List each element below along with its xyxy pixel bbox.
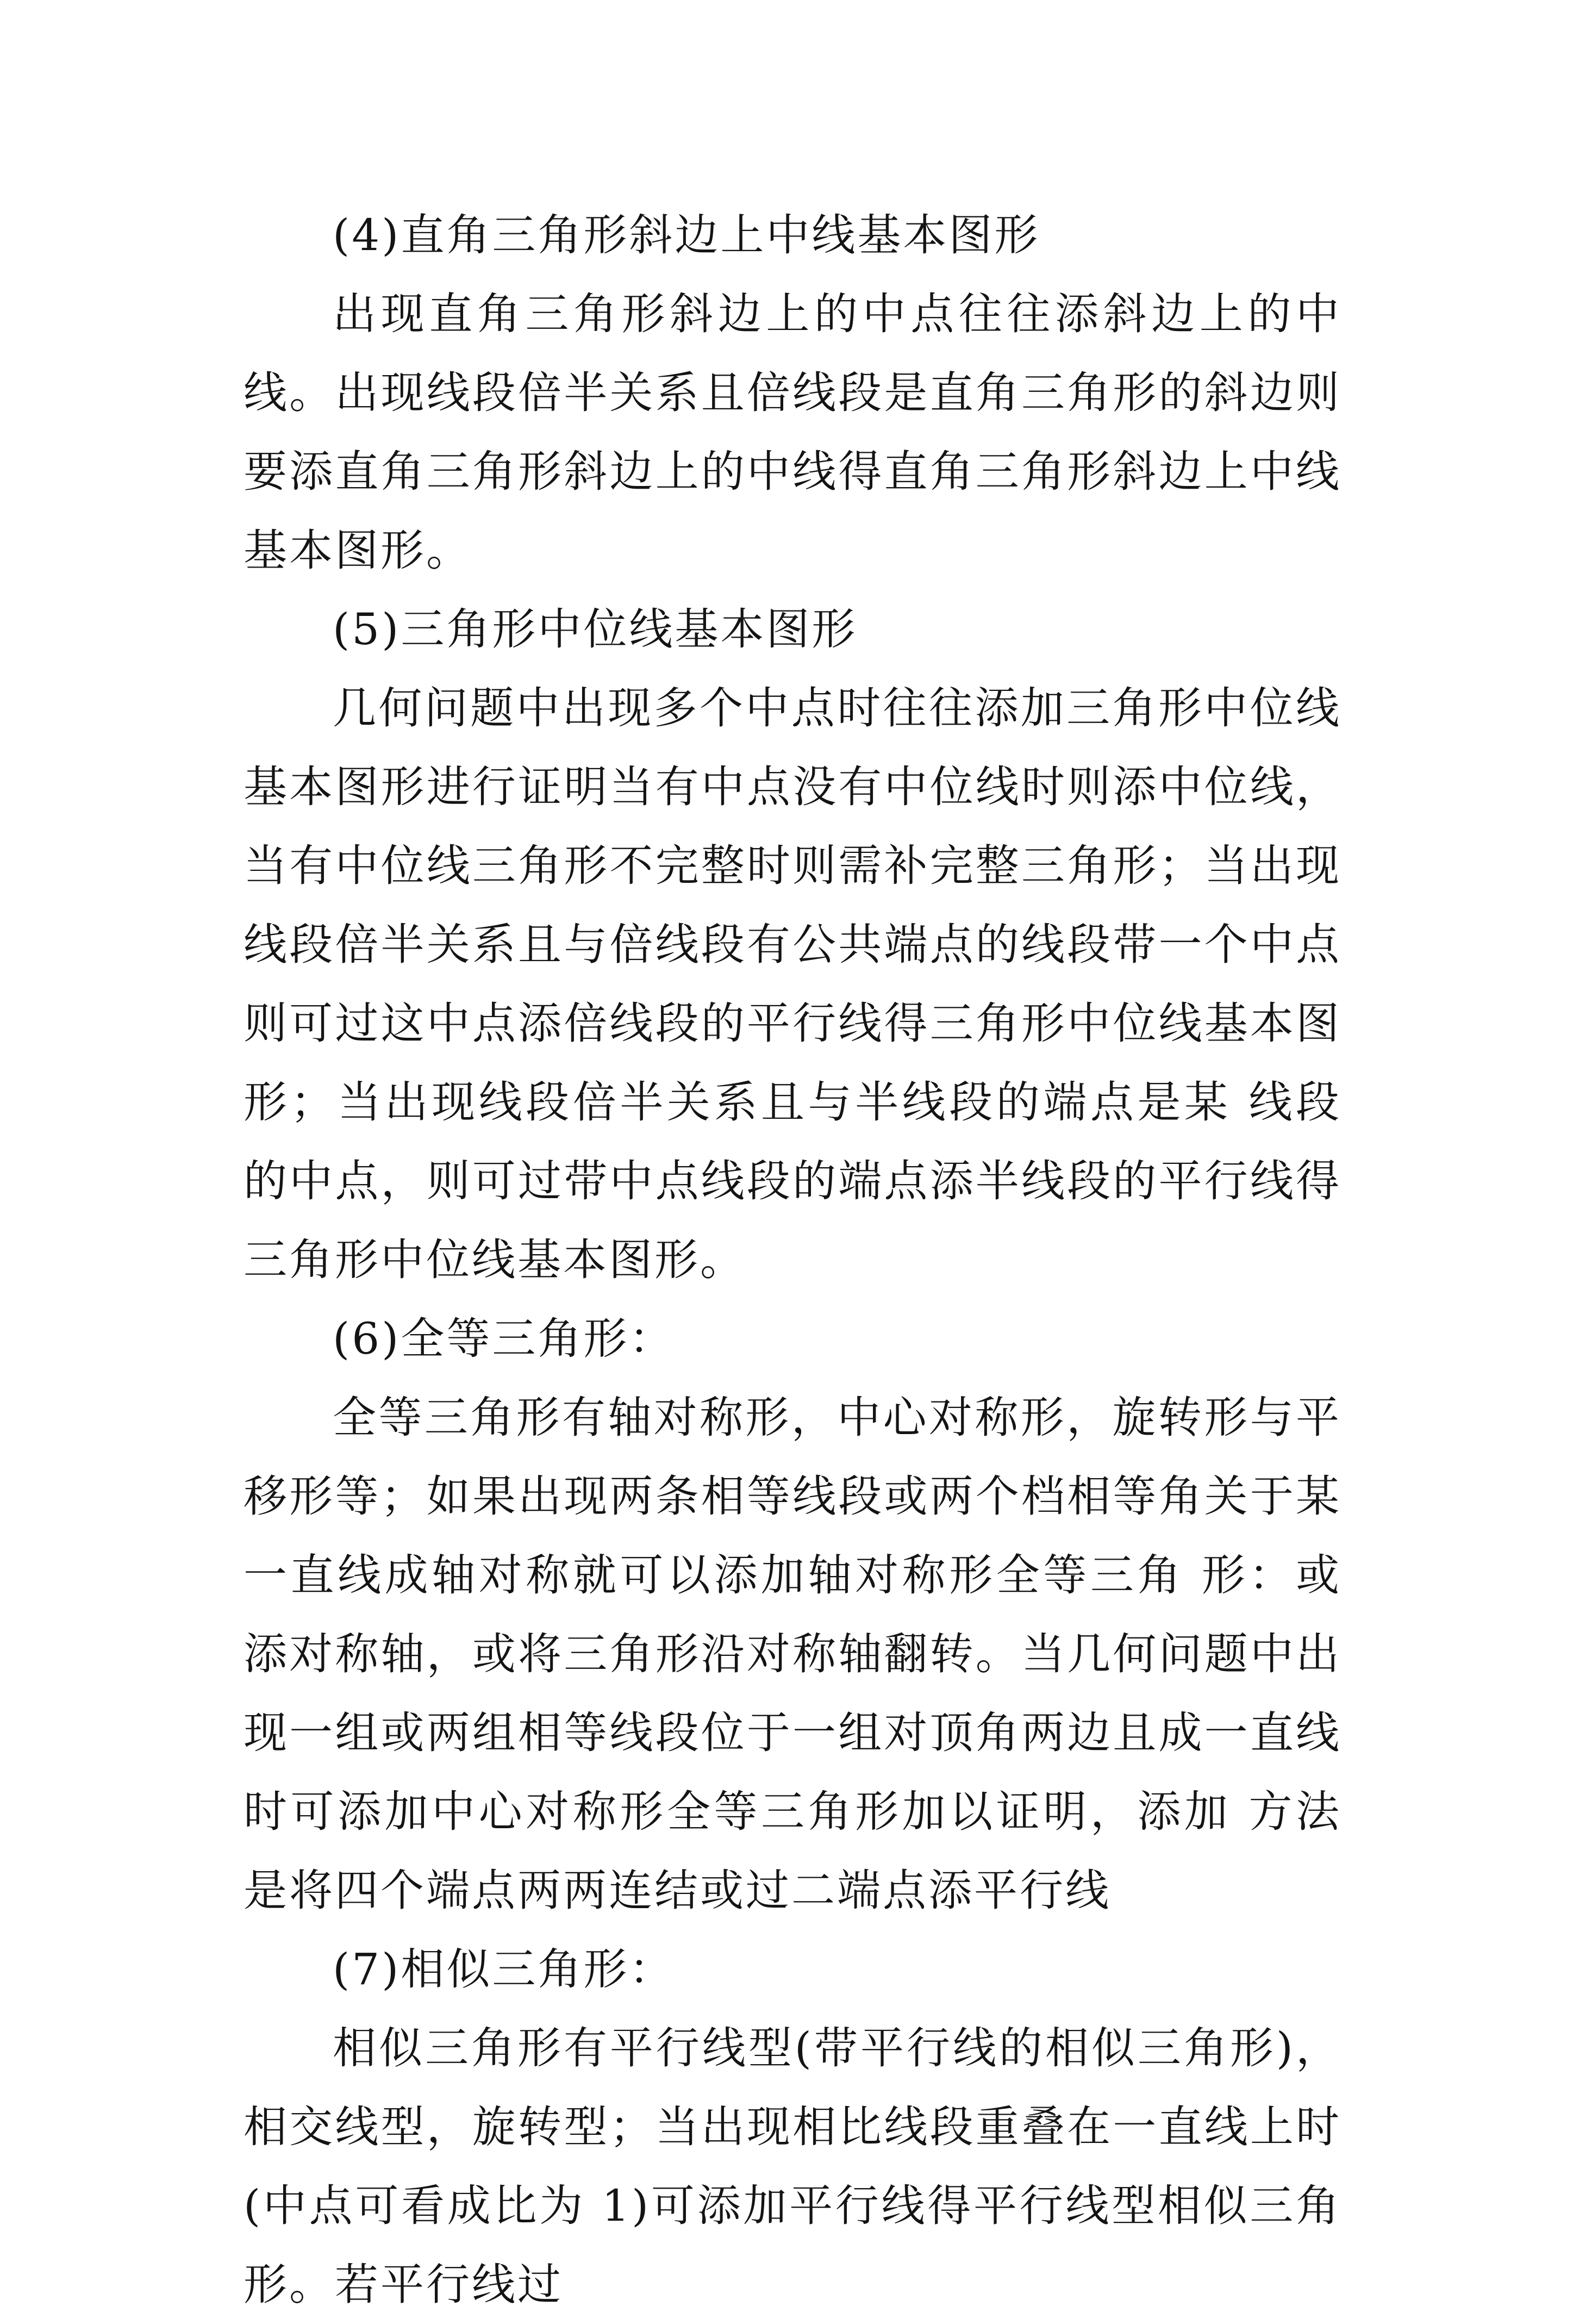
section-heading-4: (4)直角三角形斜边上中线基本图形 bbox=[333, 210, 1040, 260]
paragraph-congruent-triangles: 全等三角形有轴对称形，中心对称形，旋转形与平移形等；如果出现两条相等线段或两个档相等角关于某一直线成轴对称就可以添加轴对称形全等三角 形：或添对称轴，或将三角形沿对称轴翻转。当几何问题中出现一组或两组相等线段位于一组对顶角两边且成一直线时可添加中心对称形全等三角形加以证明，添加 方法是将四个端点两两连结或过二端点添平行线 bbox=[244, 1392, 1341, 1916]
section-heading-5: (5)三角形中位线基本图形 bbox=[333, 604, 858, 655]
paragraph-similar-triangles: 相似三角形有平行线型(带平行线的相似三角形)，相交线型，旋转型；当出现相比线段重叠在一直线上时(中点可看成比为 1)可添加平行线得平行线型相似三角形。若平行线过 bbox=[244, 2023, 1341, 2310]
section-heading-6: (6)全等三角形： bbox=[333, 1313, 675, 1364]
document-body bbox=[244, 196, 1341, 2324]
paragraph-midline: 几何问题中出现多个中点时往往添加三角形中位线基本图形进行证明当有中点没有中位线时则添中位线，当有中位线三角形不完整时则需补完整三角形；当出现线段倍半关系且与倍线段有公共端点的线段带一个中点则可过这中点添倍线段的平行线得三角形中位线基本图形；当出现线段倍半关系且与半线段的端点是某 线段的中点，则可过带中点线段的端点添半线段的平行线得三角形中位线基本图形。 bbox=[244, 683, 1341, 1285]
paragraph-median-hypotenuse: 出现直角三角形斜边上的中点往往添斜边上的中线。出现线段倍半关系且倍线段是直角三角形的斜边则要添直角三角形斜边上的中线得直角三角形斜边上中线基本图形。 bbox=[244, 289, 1341, 576]
section-heading-7: (7)相似三角形： bbox=[333, 1944, 675, 1995]
